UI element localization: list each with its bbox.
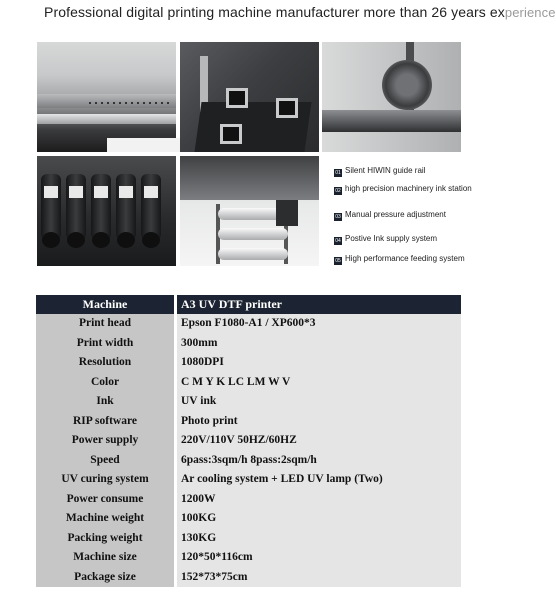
headline-faint: perience [504,5,556,20]
spec-row [36,314,461,333]
spec-label: Speed [36,451,174,470]
spec-value: 300mm [177,334,461,353]
feature-text: Silent HIWIN guide rail [345,166,426,175]
spec-value: 130KG [177,529,461,548]
feature-number: 02 [335,188,341,194]
spec-label: Color [36,373,174,392]
headline-main: Professional digital printing machine manufacturer more than 26 years ex [44,4,505,20]
pressure-adjust-photo [322,42,461,152]
feature-item [334,254,484,265]
spec-value: Epson F1080-A1 / XP600*3 [177,314,461,333]
feature-number: 03 [335,214,341,220]
feeding-system-photo [180,156,319,266]
spec-row [36,509,461,528]
spec-table [36,295,461,587]
ink-station-photo [180,42,319,152]
spec-value: 220V/110V 50HZ/60HZ [177,431,461,450]
feature-item [334,184,484,195]
feature-text: Postive Ink supply system [345,234,438,243]
spec-label: Print width [36,334,174,353]
spec-label: Package size [36,568,174,587]
page-headline [44,4,556,20]
spec-label: Packing weight [36,529,174,548]
spec-value: 6pass:3sqm/h 8pass:2sqm/h [177,451,461,470]
spec-row [36,568,461,587]
spec-label: Ink [36,392,174,411]
spec-header-row [36,295,461,314]
feature-text: Manual pressure adjustment [345,210,446,219]
feature-number: 01 [335,170,341,176]
spec-label: Resolution [36,353,174,372]
spec-value: A3 UV DTF printer [177,295,461,314]
spec-value: 152*73*75cm [177,568,461,587]
feature-number: 05 [335,258,341,264]
spec-value: 1080DPI [177,353,461,372]
spec-row [36,548,461,567]
spec-label: Power supply [36,431,174,450]
spec-value: 1200W [177,490,461,509]
spec-label: Machine [36,295,174,314]
spec-label: UV curing system [36,470,174,489]
spec-value: Ar cooling system + LED UV lamp (Two) [177,470,461,489]
spec-value: C M Y K LC LM W V [177,373,461,392]
feature-text: high precision machinery ink station [345,184,472,193]
spec-value: 100KG [177,509,461,528]
spec-label: RIP software [36,412,174,431]
spec-row [36,334,461,353]
guide-rail-photo [37,42,176,152]
spec-row [36,451,461,470]
spec-row [36,373,461,392]
spec-label: Machine size [36,548,174,567]
spec-value: Photo print [177,412,461,431]
spec-value: 120*50*116cm [177,548,461,567]
spec-label: Print head [36,314,174,333]
spec-row [36,470,461,489]
feature-item [334,166,484,177]
feature-number: 04 [335,238,341,244]
spec-label: Power consume [36,490,174,509]
ink-supply-photo [37,156,176,266]
feature-item [334,234,484,245]
spec-row [36,431,461,450]
feature-item [334,210,484,221]
spec-row [36,490,461,509]
spec-row [36,412,461,431]
spec-value: UV ink [177,392,461,411]
feature-text: High performance feeding system [345,254,465,263]
spec-row [36,529,461,548]
spec-row [36,392,461,411]
spec-row [36,353,461,372]
spec-label: Machine weight [36,509,174,528]
